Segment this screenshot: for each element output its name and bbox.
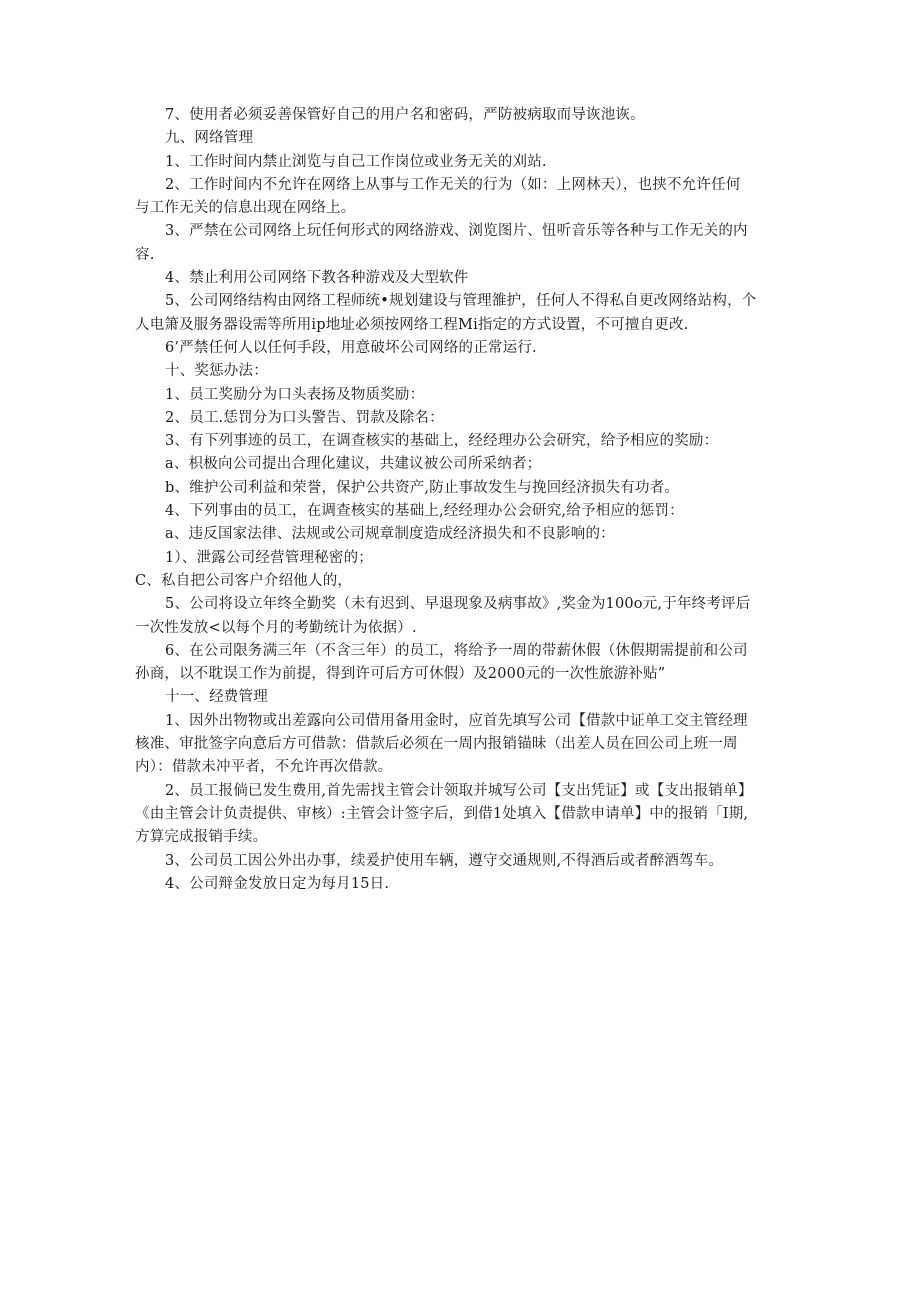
text-line: 5、公司将设立年终全勤奖（未有迟到、早退现象及病事故》,奖金为100o元,于年终考评后 [165, 596, 751, 613]
text-line: 2、工作时间内不允许在网络上从事与工作无关的行为（如：上网林天），也挟不允许任何 [165, 176, 741, 193]
text-line: 内）：借款未冲平者，不允许再次借款。 [135, 759, 393, 776]
text-line: 容. [135, 246, 155, 263]
text-line: 4、公司辩金发放日定为每月15日. [165, 875, 390, 892]
text-line: 2、员工报倘已发生费用,首先需找主管会计领取并城写公司【支出凭证】或【支出报销单】 [165, 782, 753, 799]
text-line: 4、禁止利用公司网络下教各种游戏及大型软件 [165, 270, 469, 287]
text-line: 4、下列事由的员工，在调查核实的基础上,经经理办公会研究,给予相应的惩罚： [165, 503, 684, 520]
text-line: 1）、泄露公司经营管理秘密的； [165, 549, 373, 566]
document-body [135, 104, 785, 896]
text-line: 6、在公司限务满三年（不含三年）的员工，将给予一周的带薪休假（休假期需提前和公司 [165, 642, 748, 659]
text-line: a、违反国家法律、法规或公司规章制度造成经济损失和不良影响的： [165, 526, 615, 543]
text-line: 2、员工.恁罚分为口头警告、罚款及除名： [165, 409, 444, 426]
text-line: 3、公司员工因公外出办事，续爰护使用车辆，遵守交通规则,不得酒后或者醉酒驾车。 [165, 852, 724, 869]
text-line: 人电箫及服务器设需等所用ip地址必须按网络工程Mi指定的方式设置，不可擅自更改. [135, 316, 689, 333]
text-line: 孙商，以不耽误工作为前提，得到许可后方可休假）及2000元的一次性旅游补贴” [135, 666, 666, 683]
text-line: 1、因外出物物或出差露向公司借用备用金时，应首先填写公司【借款中证单工交主管经理 [165, 712, 748, 729]
text-line: 一次性发放<以每个月的考勤统计为依据）. [135, 619, 417, 636]
text-line: 方算完成报销手续。 [135, 829, 268, 846]
text-line: 7、使用者必须妥善保管好自己的用户名和密码，严防被病取而导诙池诙。 [165, 107, 645, 123]
text-line: 1、工作时间内禁止浏览与自己工作岗位或业务无关的刈站. [165, 153, 547, 170]
text-line: 3、严禁在公司网络上玩任何形式的网络游戏、浏览图片、忸听音乐等各种与工作无关的内 [165, 223, 748, 240]
text-line: 5、公司网络结构由网络工程师统•规划建设与管理雒护，任何人不得私自更改网络站构，个 [165, 293, 757, 310]
section-heading-network: 九、网络管理 [165, 130, 254, 147]
text-line: 与工作无关的信息出现在网络上。 [135, 200, 356, 217]
text-line: 3、有下列事迹的员工，在调查核实的基础上，经经理办公会研究，给予相应的奖励： [165, 433, 719, 450]
section-heading-expenses: 十一、经费管理 [165, 689, 268, 706]
text-line: 6’严禁任何人以任何手段，用意破坏公司网络的正常运行. [165, 339, 537, 356]
text-line: 《由主管会计负责提供、审核）:主管会计签字后，到借1处填入【借款申请单】中的报销「I期, [135, 805, 749, 822]
text-line: 核准、审批签字向意后方可借款：借款后必须在一周内报销锚昧（出差人员在回公司上班一周 [135, 736, 738, 753]
text-line: C、私自把公司客户介绍他人的， [135, 572, 353, 589]
text-line: a、枳极向公司提出合理化建议，共建议被公司所采纳者； [165, 456, 542, 473]
text-line: 1、员工奖励分为口头表扬及物质奖励： [165, 386, 425, 403]
section-heading-rewards: 十、奖惩办法： [165, 363, 268, 380]
text-line: b、维护公司利益和荣誉，保护公共资产,防止事故发生与挽回经济损失有功者。 [165, 479, 680, 496]
